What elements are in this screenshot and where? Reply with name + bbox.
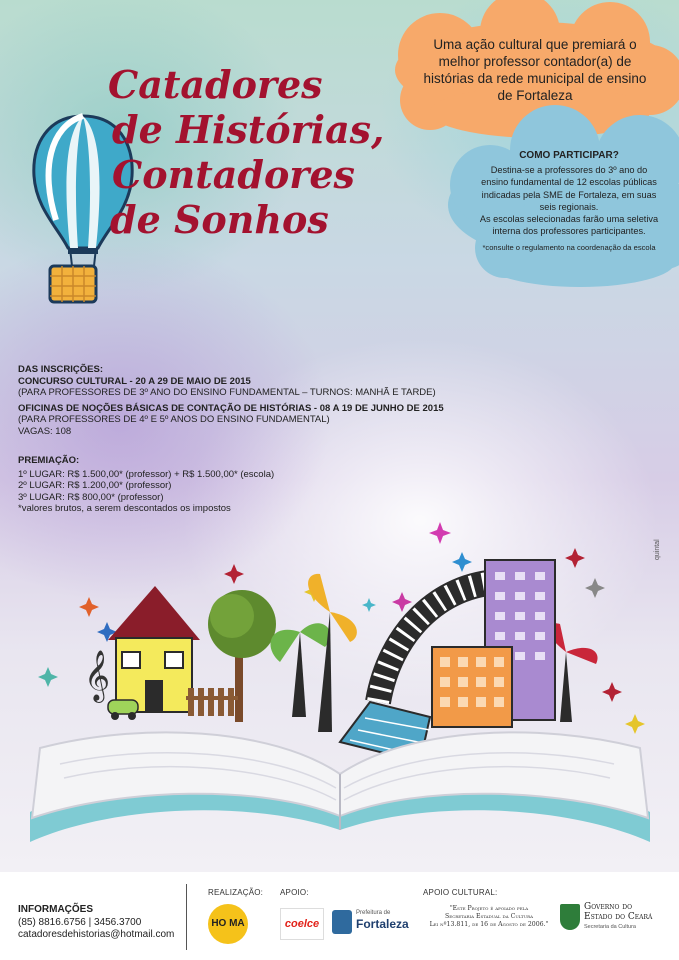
inscricoes-heading: DAS INSCRIÇÕES: <box>18 364 103 375</box>
oficinas-detail: (PARA PROFESSORES DE 4º E 5º ANOS DO ENSINO FUNDAMENTAL) <box>18 414 330 425</box>
coelce-logo <box>280 908 324 940</box>
como-participar-heading: COMO PARTICIPAR? <box>519 150 619 161</box>
title-line-1: Catadores <box>108 62 323 107</box>
prize-first: 1º LUGAR: R$ 1.500,00* (professor) + R$ 1.500,00* (escola) <box>18 468 275 480</box>
apoio-label: APOIO: <box>280 888 309 897</box>
apoio-text-line: "Este Projeto é apoiado pela <box>449 905 529 912</box>
ceara-shield-icon <box>560 904 580 930</box>
realizacao-label: REALIZAÇÃO: <box>208 888 264 897</box>
concurso-cultural: CONCURSO CULTURAL - 20 A 29 DE MAIO DE 2015 <box>18 375 251 387</box>
participar-line: Destina-se a professores do 3º ano do <box>490 165 648 176</box>
orange-building <box>432 647 512 727</box>
participar-line: interna dos professores participantes. <box>492 226 646 237</box>
title-line-3: Contadores <box>112 152 355 197</box>
governo-line-3: Secretaria da Cultura <box>584 924 636 930</box>
participar-line: seis regionais. <box>539 201 599 212</box>
participar-note: *consulte o regulamento na coordenação da escola <box>482 243 656 253</box>
info-email[interactable]: catadoresdehistorias@hotmail.com <box>18 929 175 940</box>
book-city-illustration <box>0 512 679 872</box>
governo-line-1: Governo do <box>584 902 632 912</box>
car <box>108 700 138 720</box>
concurso-detail: (PARA PROFESSORES DE 3º ANO DO ENSINO FUNDAMENTAL – TURNOS: MANHÃ E TARDE) <box>18 387 436 398</box>
apoio-text-line: Secretaria Estadual da Cultura <box>445 913 533 920</box>
premiacao-heading: PREMIAÇÃO: <box>18 455 80 466</box>
homa-logo <box>208 904 248 944</box>
prefeitura-emblem-icon <box>332 910 352 934</box>
apoio-cultural-label: APOIO CULTURAL: <box>423 888 498 897</box>
info-heading: INFORMAÇÕES <box>18 904 93 915</box>
fence <box>186 688 238 716</box>
prefeitura-name: Fortaleza <box>356 917 409 931</box>
apoio-cultural-text <box>420 905 558 929</box>
como-participar <box>470 150 668 255</box>
governo-line-2: Estado do Ceará <box>584 912 653 922</box>
participar-line: As escolas selecionadas farão uma seletiva <box>479 214 659 225</box>
prize-second: 2º LUGAR: R$ 1.200,00* (professor) <box>18 480 172 491</box>
info-block <box>18 904 174 942</box>
premiacao-section <box>18 455 274 515</box>
music-note-icon: 𝄞 <box>84 650 111 701</box>
orange-cloud-text: Uma ação cultural que premiará o melhor professor contador(a) de histórias da rede municipal de ensino de Fortaleza <box>423 37 647 103</box>
open-book <box>30 732 650 842</box>
info-phones: (85) 8816.6756 | 3456.3700 <box>18 916 142 928</box>
prefeitura-logo <box>332 908 410 938</box>
footer <box>0 872 679 960</box>
coelce-logo-text: coelce <box>284 918 320 930</box>
participar-line: ensino fundamental de 12 escolas públicas <box>481 177 657 188</box>
prefeitura-small: Prefeitura de <box>356 910 391 916</box>
homa-logo-text: HO MA <box>211 918 245 929</box>
title-line-4: de Sonhos <box>110 197 329 242</box>
oficinas: OFICINAS DE NOÇÕES BÁSICAS DE CONTAÇÃO DE HISTÓRIAS - 08 A 19 DE JUNHO DE 2015 <box>18 402 444 414</box>
footer-divider <box>186 884 187 950</box>
prize-third: 3º LUGAR: R$ 800,00* (professor) <box>18 491 164 503</box>
poster-title <box>108 62 408 242</box>
participar-line: indicadas pela SME de Fortaleza, em suas <box>481 189 657 200</box>
vagas: VAGAS: 108 <box>18 425 72 437</box>
illustrator-credit: quintal <box>654 539 661 560</box>
prize-note: *valores brutos, a serem descontados os impostos <box>18 503 231 514</box>
title-line-2: de Histórias, <box>112 107 385 152</box>
house <box>108 586 200 712</box>
apoio-text-line: Lei nº13.811, de 16 de Agosto de 2006." <box>429 921 549 928</box>
inscricoes-section <box>18 364 444 437</box>
governo-ceara-logo <box>560 902 675 938</box>
